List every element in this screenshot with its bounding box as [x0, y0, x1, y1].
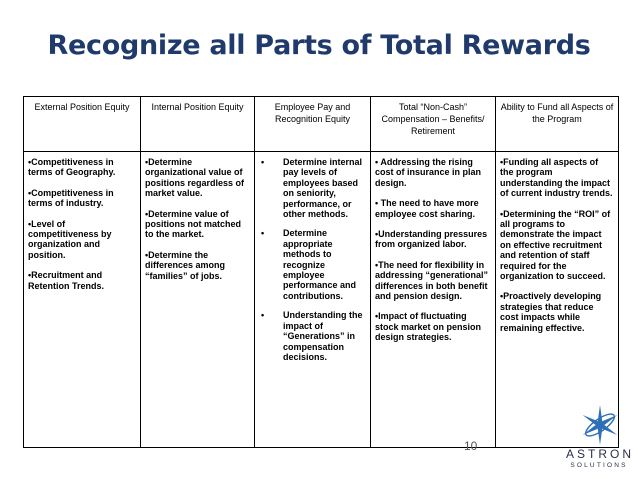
list-item: •Competitiveness in terms of industry.: [28, 187, 114, 209]
logo-subtitle: SOLUTIONS: [570, 462, 628, 469]
list-item: • Determine appropriate methods to recognize employee performance and contributions.: [259, 228, 366, 301]
header-employee-pay-recognition: Employee Pay and Recognition Equity: [255, 97, 371, 152]
cell-external-position-equity: [24, 152, 141, 448]
list-item: •Understanding pressures from organized labor.: [375, 229, 488, 250]
cell-employee-pay-recognition: [255, 152, 371, 448]
list-item: •Competitiveness in terms of Geography.: [28, 157, 116, 178]
rewards-table: [23, 96, 619, 448]
list-item: •Proactively developing strategies that reduce cost impacts while remaining effective.: [500, 291, 602, 333]
list-item: • Addressing the rising cost of insurance in plan design.: [375, 157, 482, 188]
header-non-cash-compensation: Total “Non-Cash” Compensation – Benefits/ Retirement: [371, 97, 496, 152]
list-item: •Determine value of positions not matched to the market.: [145, 208, 242, 240]
list-item: •Level of competitiveness by organization and position.: [28, 218, 112, 260]
page-number: 10: [464, 439, 478, 453]
list-item: •Recruitment and Retention Trends.: [28, 270, 105, 291]
page-title: Recognize all Parts of Total Rewards: [47, 30, 591, 61]
list-item: • The need to have more employee cost sharing.: [375, 198, 479, 219]
list-item: •The need for flexibility in addressing “generational” differences in both benefit and pension design.: [375, 259, 489, 302]
list-item: •Impact of fluctuating stock market on pension design strategies.: [375, 311, 482, 343]
header-external-position-equity: External Position Equity: [24, 97, 141, 152]
header-ability-to-fund: Ability to Fund all Aspects of the Program: [496, 97, 619, 152]
list-item: •Determine the differences among “families” of jobs.: [145, 249, 226, 281]
list-item: •Determine organizational value of positions regardless of market value.: [145, 157, 245, 199]
list-item: •Funding all aspects of the program understanding the impact of current industry trends.: [500, 157, 613, 199]
header-row: [24, 97, 619, 152]
cell-non-cash-compensation: [371, 152, 496, 448]
list-item: • Understanding the impact of “Generations” in compensation decisions.: [259, 310, 366, 362]
header-internal-position-equity: Internal Position Equity: [141, 97, 255, 152]
bullet-list: [259, 157, 366, 362]
list-item: •Determining the “ROI” of all programs to demonstrate the impact on effective recruitment and retention of staff required for the organization to succeed.: [500, 208, 611, 282]
cell-internal-position-equity: [141, 152, 255, 448]
content-row: [24, 152, 619, 448]
list-item: • Determine internal pay levels of employees based on seniority, performance, or other methods.: [259, 157, 366, 219]
logo-name: ASTRON: [566, 447, 635, 461]
